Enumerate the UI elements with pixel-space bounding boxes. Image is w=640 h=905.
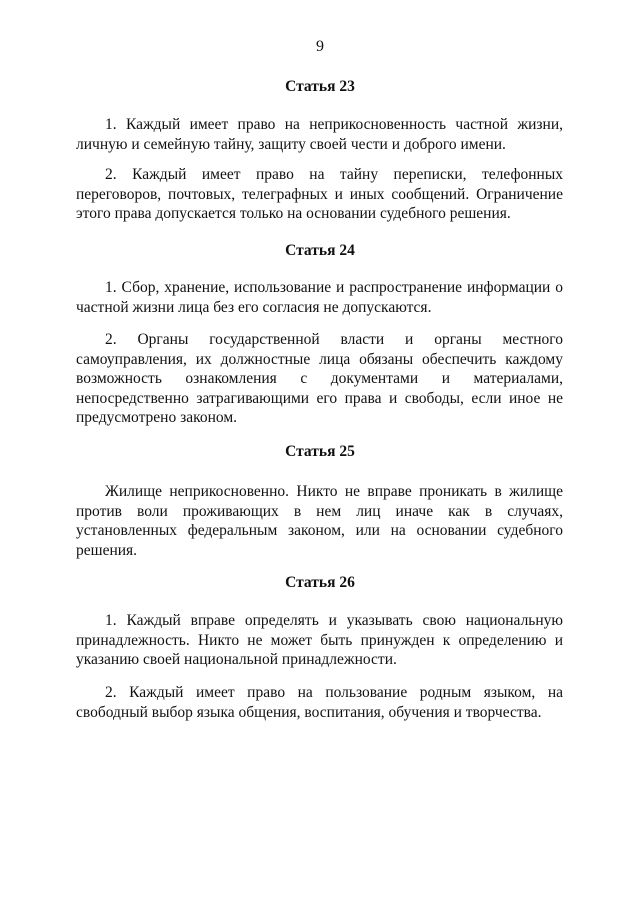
- article-26-paragraph-2: 2. Каждый имеет право на пользование родным языком, на свободный выбор языка общения, воспитания, обучения и творчества.: [76, 684, 563, 721]
- article-23-paragraph-2: 2. Каждый имеет право на тайну переписки, телефонных переговоров, почтовых, телеграфных и иных сообщений. Ограничение этого права допускается только на основании судебного решения.: [76, 166, 563, 223]
- article-24-heading: Статья 24: [285, 242, 355, 259]
- article-25-paragraph-1: Жилище неприкосновенно. Никто не вправе проникать в жилище против воли проживающих в нем лиц иначе как в случаях, установленных федеральным законом, или на основании судебного решения.: [76, 483, 563, 559]
- article-24-paragraph-2: 2. Органы государственной власти и органы местного самоуправления, их должностные лица обязаны обеспечить каждому возможность ознакомления с документами и материалами, непосредственно затрагивающими его права и свободы, если иное не предусмотрено законом.: [76, 331, 563, 427]
- article-26-heading: Статья 26: [285, 574, 355, 591]
- article-23-heading: Статья 23: [285, 78, 355, 95]
- page-number: 9: [316, 38, 324, 55]
- article-25-heading: Статья 25: [285, 443, 355, 460]
- article-24-paragraph-1: 1. Сбор, хранение, использование и распространение информации о частной жизни лица без его согласия не допускаются.: [76, 279, 563, 316]
- article-26-paragraph-1: 1. Каждый вправе определять и указывать свою национальную принадлежность. Никто не может быть принужден к определению и указанию своей национальной принадлежности.: [76, 612, 563, 669]
- article-23-paragraph-1: 1. Каждый имеет право на неприкосновенность частной жизни, личную и семейную тайну, защиту своей чести и доброго имени.: [76, 116, 563, 153]
